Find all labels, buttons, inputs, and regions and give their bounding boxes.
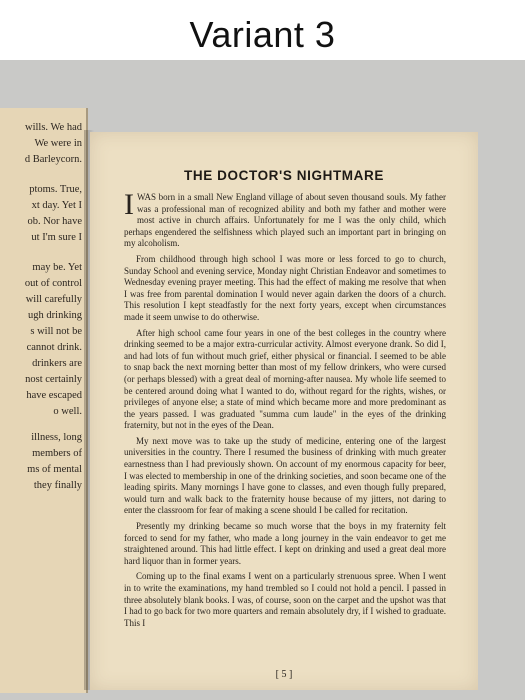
left-page-line: We were in bbox=[34, 138, 82, 149]
paragraph-2: From childhood through high school I was more or less forced to go to church, Sunday School and evening service, Monday night Christian Endeavor and sometimes to Wednesday evening prayer meeting. This had the effect of making me resolve that when I was free from parental domination I would never again darken the doors of a church. This resolution I kept steadfastly for the next forty years, except when circumstances made it seem unwise to do otherwise. bbox=[124, 253, 446, 322]
left-page-line: xt day. Yet I bbox=[31, 200, 82, 211]
left-page-line: drinkers are bbox=[32, 358, 82, 369]
left-page-line: will carefully bbox=[25, 294, 82, 305]
left-page-line: may be. Yet bbox=[32, 262, 82, 273]
left-page-line: o well. bbox=[53, 406, 82, 417]
left-page-line: ptoms. True, bbox=[29, 184, 82, 195]
left-page-line: out of control bbox=[24, 278, 82, 289]
left-page-line: illness, long bbox=[31, 432, 82, 443]
left-page-line: wills. We had bbox=[25, 122, 82, 133]
left-page-line: nost certainly bbox=[25, 374, 82, 385]
paragraph-6: Coming up to the final exams I went on a particularly strenuous spree. When I went in to write the examinations, my hand trembled so I could not hold a pencil. I passed in three absolutely blank books. I was, of course, soon on the carpet and the upshot was that I had to go back for two more quarters and remain absolutely dry, if I wished to graduate. This I bbox=[124, 571, 446, 628]
paragraph-5: Presently my drinking became so much worse that the boys in my fraternity felt forced to send for my father, who made a long journey in the vain endeavor to get me straightened around. This had little effect. I kept on drinking and used a great deal more hard liquor than in former years. bbox=[124, 521, 446, 566]
page-number: [ 5 ] bbox=[275, 669, 293, 680]
photo-background bbox=[0, 60, 525, 700]
paragraph-4: My next move was to take up the study of medicine, entering one of the largest universities in the country. There I resumed the business of drinking with much greater earnestness than I had previously shown. On account of my enormous capacity for beer, I was elected to membership in one of the drinking societies, and soon became one of the leading spirits. Many mornings I have gone to classes, and even though fully prepared, would turn and walk back to the fraternity house because of my jitters, not daring to enter the classroom for fear of making a scene should I be called for recitation. bbox=[124, 435, 446, 516]
book-page bbox=[90, 132, 478, 690]
left-page bbox=[0, 108, 88, 693]
left-page-line: d Barleycorn. bbox=[24, 154, 82, 165]
left-page-line: ut I'm sure I bbox=[31, 232, 82, 243]
left-page-line: ms of mental bbox=[27, 464, 82, 475]
left-page-line: s will not be bbox=[30, 326, 82, 337]
drop-cap: I bbox=[124, 188, 134, 221]
page-body bbox=[124, 188, 446, 633]
variant-label: Variant 3 bbox=[189, 14, 336, 55]
paragraph-text: WAS born in a small New England village of about seven thousand souls. My father was a professional man of recognized ability and both my father and mother were most active in church affairs. Unfortunately for me I was the only child, which perhaps engendered the selfishness which played such an important part in bringing on my alcoholism. bbox=[124, 192, 446, 249]
left-page-line: have escaped bbox=[26, 390, 82, 401]
left-page-line: ugh drinking bbox=[28, 310, 82, 321]
paragraph-1 bbox=[124, 188, 446, 250]
left-page-line: ob. Nor have bbox=[27, 216, 82, 227]
left-page-line: they finally bbox=[33, 480, 82, 491]
left-page-line: members of bbox=[32, 448, 82, 459]
paragraph-3: After high school came four years in one of the best colleges in the country where drinking seemed to be a major extra-curricular activity. Almost everyone drank. So did I, and had lots of fun without much grief, either physical or financial. I seemed to be able to snap back the next morning better than most of my fellow drinkers, who were cursed (or perhaps blessed) with a great deal of morning-after nausea. My whole life seemed to be centered around doing what I wanted to do, without regard for the rights, wishes, or privileges of anyone else; a state of mind which became more and more predominant as the years passed. I was graduated "summa cum laude" in the eyes of the drinking fraternity, but not in the eyes of the Dean. bbox=[124, 327, 446, 431]
chapter-title: THE DOCTOR'S NIGHTMARE bbox=[184, 168, 384, 183]
left-page-line: cannot drink. bbox=[26, 342, 82, 353]
